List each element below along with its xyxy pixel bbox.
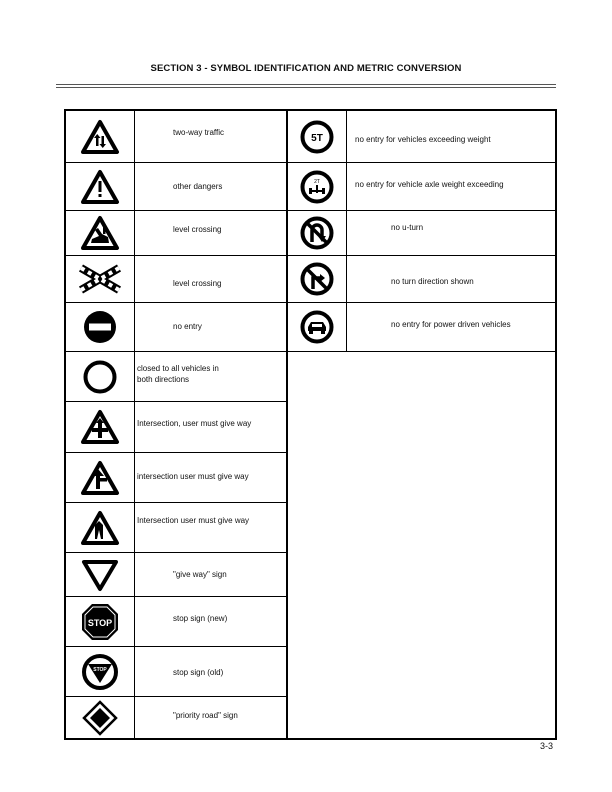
- weight-limit-text: 5T: [311, 132, 323, 144]
- intersection-right-give-way-icon: [80, 460, 120, 496]
- row-label: no u-turn: [391, 223, 424, 232]
- header-rule-top: [56, 84, 556, 85]
- table-row: [66, 303, 286, 352]
- axle-weight-limit-icon: [299, 169, 335, 205]
- icon-cell: [66, 453, 135, 502]
- priority-road-icon: [82, 700, 118, 736]
- table-row: [66, 647, 286, 697]
- row-label: "give way" sign: [173, 570, 227, 579]
- no-u-turn-icon: [299, 215, 335, 251]
- row-label: two-way traffic: [173, 128, 224, 137]
- row-label: no entry for vehicles exceeding weight: [355, 135, 491, 144]
- row-label: intersection user must give way: [137, 472, 249, 481]
- icon-cell: [66, 553, 135, 596]
- table-row: [288, 256, 555, 303]
- icon-cell: [66, 503, 135, 552]
- icon-cell: [66, 352, 135, 401]
- give-way-icon: [80, 558, 120, 592]
- table-row: [66, 352, 286, 402]
- two-way-traffic-icon: [80, 119, 120, 155]
- intersection-give-way-icon: [80, 409, 120, 445]
- table-row: [288, 211, 555, 256]
- icon-cell: [288, 211, 347, 255]
- icon-cell: [66, 163, 135, 210]
- row-label: no entry for vehicle axle weight exceeding: [355, 180, 504, 189]
- icon-cell: [288, 163, 347, 210]
- icon-cell: [66, 211, 135, 255]
- level-crossing-gate-icon: [80, 215, 120, 251]
- table-row: [66, 211, 286, 256]
- table-row: [66, 697, 286, 738]
- stop-sign-text: STOP: [87, 617, 113, 628]
- icon-cell: [288, 256, 347, 302]
- no-entry-icon: [82, 309, 118, 345]
- icon-cell: [66, 303, 135, 351]
- table-row: [66, 111, 286, 163]
- stop-sign-text: STOP: [93, 666, 107, 673]
- no-turn-icon: [299, 261, 335, 297]
- stop-sign-new-icon: [80, 602, 120, 642]
- weight-limit-icon: [299, 119, 335, 155]
- icon-cell: [288, 111, 347, 162]
- table-row: [288, 111, 555, 163]
- row-label: "priority road" sign: [173, 711, 238, 720]
- icon-cell: [66, 597, 135, 646]
- row-label: no entry: [173, 322, 202, 331]
- row-label: level crossing: [173, 225, 222, 234]
- axle-weight-text: 2T: [314, 178, 320, 185]
- table-row: [66, 256, 286, 303]
- table-row: [288, 163, 555, 211]
- icon-cell: [66, 647, 135, 696]
- row-label: closed to all vehicles in both directions: [137, 364, 219, 384]
- stop-sign-old-icon: [81, 653, 119, 691]
- other-dangers-icon: [80, 169, 120, 205]
- level-crossing-cross-icon: [78, 264, 122, 294]
- icon-cell: [66, 111, 135, 162]
- header-rule-bottom: [56, 87, 556, 88]
- icon-cell: [66, 697, 135, 738]
- table-row: [66, 453, 286, 503]
- no-power-driven-vehicles-icon: [299, 309, 335, 345]
- table-row: [288, 303, 555, 352]
- row-label: no turn direction shown: [391, 277, 474, 286]
- row-label: Intersection user must give way: [137, 516, 250, 525]
- icon-cell: [288, 303, 347, 351]
- icon-cell: [66, 256, 135, 302]
- row-label: stop sign (old): [173, 668, 224, 677]
- table-row: [66, 163, 286, 211]
- table-row: [66, 597, 286, 647]
- row-label: Intersection, user must give way: [137, 419, 252, 428]
- table-row: [66, 553, 286, 597]
- row-label: other dangers: [173, 182, 223, 191]
- table-row: [66, 402, 286, 453]
- section-title: SECTION 3 - SYMBOL IDENTIFICATION AND METRIC CONVERSION: [150, 63, 462, 74]
- page-number: 3-3: [540, 741, 554, 751]
- table-row: [66, 503, 286, 553]
- row-label: level crossing: [173, 279, 222, 288]
- row-label: stop sign (new): [173, 614, 228, 623]
- intersection-merge-give-way-icon: [80, 510, 120, 546]
- icon-cell: [66, 402, 135, 452]
- row-label: no entry for power driven vehicles: [391, 320, 511, 329]
- closed-to-all-vehicles-icon: [82, 359, 118, 395]
